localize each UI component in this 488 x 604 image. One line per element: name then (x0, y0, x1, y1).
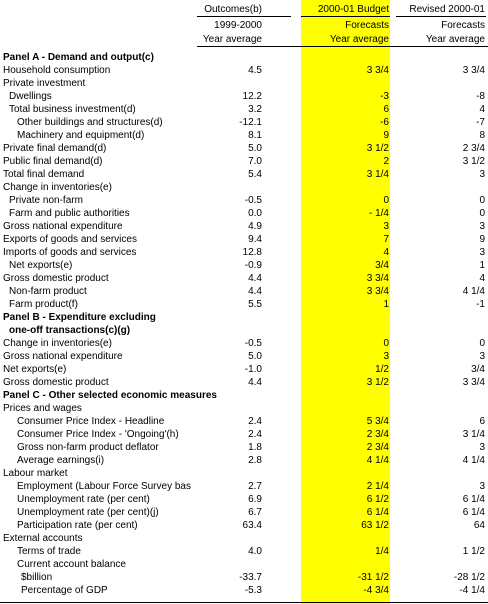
revised-forecast-value: 0 (479, 195, 485, 206)
outcome-value: 3.2 (248, 104, 262, 115)
budget-forecast-value: 3 1/4 (366, 169, 389, 180)
table-row (0, 194, 488, 207)
revised-forecast-value: 0 (479, 338, 485, 349)
table-row (0, 415, 488, 428)
table-row (0, 389, 488, 402)
outcome-value: 2.4 (248, 416, 262, 427)
revised-forecast-value: 3/4 (471, 364, 485, 375)
outcome-value: 4.0 (248, 546, 262, 557)
budget-forecast-value: 2 3/4 (366, 429, 389, 440)
table-row (0, 584, 488, 597)
revised-forecast-value: 2 3/4 (462, 143, 485, 154)
budget-forecast-value: 3 (383, 221, 389, 232)
outcome-value: -0.5 (244, 195, 262, 206)
outcome-value: 6.7 (248, 507, 262, 518)
revised-forecast-value: 6 1/4 (462, 494, 485, 505)
budget-forecast-value: 2 1/4 (366, 481, 389, 492)
row-label: Private investment (3, 78, 86, 89)
row-label: Exports of goods and services (3, 234, 137, 245)
row-label: Labour market (3, 468, 68, 479)
table-row (0, 129, 488, 142)
revised-forecast-value: 1 (479, 260, 485, 271)
table-row (0, 77, 488, 90)
row-label: Net exports(e) (3, 364, 67, 375)
table-row (0, 272, 488, 285)
budget-forecast-value: 3 1/2 (366, 143, 389, 154)
revised-forecast-value: 1 1/2 (462, 546, 485, 557)
row-label: Household consumption (3, 65, 111, 76)
budget-forecast-value: 6 1/2 (366, 494, 389, 505)
header-cell: Year average (202, 34, 262, 45)
table-row (0, 285, 488, 298)
table-row (0, 376, 488, 389)
outcome-value: 0.0 (248, 208, 262, 219)
revised-forecast-value: 6 1/4 (462, 507, 485, 518)
row-label: Non-farm product (9, 286, 87, 297)
outcome-value: 5.0 (248, 351, 262, 362)
row-label: Gross non-farm product deflator (17, 442, 159, 453)
header-rule-bottom (197, 46, 488, 47)
budget-forecast-value: 3 1/2 (366, 377, 389, 388)
outcome-value: 5.4 (248, 169, 262, 180)
header-cell: Outcomes(b) (204, 4, 262, 15)
table-row (0, 337, 488, 350)
outcome-value: 1.8 (248, 442, 262, 453)
table-row (0, 402, 488, 415)
table-row (0, 428, 488, 441)
table-row (0, 363, 488, 376)
revised-forecast-value: -1 (476, 299, 485, 310)
budget-forecast-value: 3 3/4 (366, 65, 389, 76)
outcome-value: -12.1 (239, 117, 262, 128)
outcome-value: -33.7 (239, 572, 262, 583)
row-label: Change in inventories(e) (3, 338, 112, 349)
budget-forecast-value: -3 (380, 91, 389, 102)
table-row (0, 441, 488, 454)
budget-forecast-value: 3 3/4 (366, 286, 389, 297)
table-row (0, 116, 488, 129)
table-row (0, 506, 488, 519)
row-label: Participation rate (per cent) (17, 520, 138, 531)
revised-forecast-value: 4 1/4 (462, 455, 485, 466)
row-label: Farm product(f) (9, 299, 78, 310)
budget-forecast-value: 7 (383, 234, 389, 245)
table-row (0, 493, 488, 506)
table-row (0, 480, 488, 493)
row-label: External accounts (3, 533, 83, 544)
budget-forecast-value: 4 1/4 (366, 455, 389, 466)
header-cell: 1999-2000 (214, 20, 262, 31)
outcome-value: 2.4 (248, 429, 262, 440)
revised-forecast-value: 0 (479, 208, 485, 219)
outcome-value: 63.4 (242, 520, 262, 531)
table-row (0, 467, 488, 480)
revised-forecast-value: 64 (473, 520, 485, 531)
row-label: $billion (21, 572, 53, 583)
outcome-value: 8.1 (248, 130, 262, 141)
row-label: Public final demand(d) (3, 156, 103, 167)
outcome-value: 5.5 (248, 299, 262, 310)
budget-forecast-value: 9 (383, 130, 389, 141)
row-label: Private non-farm (9, 195, 83, 206)
outcome-value: 4.5 (248, 65, 262, 76)
revised-forecast-value: 8 (479, 130, 485, 141)
table-row (0, 545, 488, 558)
table-row (0, 454, 488, 467)
table-row (0, 324, 488, 337)
revised-forecast-value: -7 (476, 117, 485, 128)
budget-forecast-value: 4 (383, 247, 389, 258)
row-label: Gross domestic product (3, 273, 109, 284)
header-rule-outcomes (197, 16, 291, 17)
outcome-value: 12.8 (242, 247, 262, 258)
header-cell: Year average (425, 34, 485, 45)
table-row (0, 311, 488, 324)
row-label: Machinery and equipment(d) (17, 130, 145, 141)
budget-forecast-value: 63 1/2 (361, 520, 389, 531)
row-label: Consumer Price Index - Headline (17, 416, 165, 427)
row-label: Unemployment rate (per cent)(j) (17, 507, 159, 518)
row-label: Private final demand(d) (3, 143, 107, 154)
outcome-value: 12.2 (242, 91, 262, 102)
revised-forecast-value: -8 (476, 91, 485, 102)
row-label: one-off transactions(c)(g) (9, 325, 131, 336)
outcome-value: 5.0 (248, 143, 262, 154)
budget-forecast-value: 2 3/4 (366, 442, 389, 453)
row-label: Imports of goods and services (3, 247, 137, 258)
row-label: Total final demand (3, 169, 85, 180)
header-cell: 2000-01 Budget (317, 4, 389, 15)
table-row (0, 233, 488, 246)
revised-forecast-value: 3 (479, 481, 485, 492)
row-label: Prices and wages (3, 403, 82, 414)
outcome-value: 4.4 (248, 273, 262, 284)
budget-forecast-value: 3 3/4 (366, 273, 389, 284)
budget-forecast-value: 1/2 (375, 364, 389, 375)
table-row (0, 246, 488, 259)
row-label: Employment (Labour Force Survey bas (17, 481, 191, 492)
revised-forecast-value: 4 1/4 (462, 286, 485, 297)
header-rule-revised (396, 16, 486, 17)
row-label: Panel A - Demand and output(c) (3, 52, 154, 63)
table-row (0, 350, 488, 363)
header-row1 (0, 3, 488, 16)
outcome-value: 2.7 (248, 481, 262, 492)
outcome-value: -0.5 (244, 338, 262, 349)
table-row (0, 207, 488, 220)
outcome-value: 2.8 (248, 455, 262, 466)
revised-forecast-value: 3 (479, 247, 485, 258)
budget-forecast-value: 1 (383, 299, 389, 310)
revised-forecast-value: 3 1/4 (462, 429, 485, 440)
table-row (0, 259, 488, 272)
outcome-value: -1.0 (244, 364, 262, 375)
table-bottom-rule (0, 602, 488, 603)
header-cell: Forecasts (441, 20, 485, 31)
budget-forecast-value: 6 1/4 (366, 507, 389, 518)
revised-forecast-value: 4 (479, 104, 485, 115)
budget-forecast-value: -31 1/2 (357, 572, 389, 583)
header-row3 (0, 33, 488, 46)
revised-forecast-value: 4 (479, 273, 485, 284)
header-cell: Revised 2000-01 (409, 4, 485, 15)
table-row (0, 298, 488, 311)
table-row (0, 90, 488, 103)
table-row (0, 168, 488, 181)
table-row (0, 64, 488, 77)
outcome-value: 7.0 (248, 156, 262, 167)
revised-forecast-value: 3 (479, 169, 485, 180)
row-label: Percentage of GDP (21, 585, 108, 596)
outcome-value: 6.9 (248, 494, 262, 505)
table-row (0, 142, 488, 155)
revised-forecast-value: 3 (479, 442, 485, 453)
revised-forecast-value: -28 1/2 (453, 572, 485, 583)
table-row (0, 155, 488, 168)
revised-forecast-value: 6 (479, 416, 485, 427)
outcome-value: -0.9 (244, 260, 262, 271)
header-row2 (0, 19, 488, 32)
table-row (0, 532, 488, 545)
row-label: Other buildings and structures(d) (17, 117, 163, 128)
revised-forecast-value: 3 (479, 221, 485, 232)
row-label: Farm and public authorities (9, 208, 130, 219)
header-cell: Year average (329, 34, 389, 45)
row-label: Terms of trade (17, 546, 81, 557)
revised-forecast-value: 3 (479, 351, 485, 362)
outcome-value: 4.4 (248, 286, 262, 297)
row-label: Gross domestic product (3, 377, 109, 388)
header-rule-budget (301, 16, 390, 17)
row-label: Panel B - Expenditure excluding (3, 312, 156, 323)
budget-forecast-value: -4 3/4 (363, 585, 389, 596)
row-label: Gross national expenditure (3, 351, 123, 362)
outcome-value: 4.9 (248, 221, 262, 232)
table-row (0, 181, 488, 194)
budget-forecast-value: -6 (380, 117, 389, 128)
table-row (0, 571, 488, 584)
row-label: Dwellings (9, 91, 52, 102)
budget-forecast-value: - 1/4 (368, 208, 389, 219)
table-row (0, 103, 488, 116)
row-label: Consumer Price Index - 'Ongoing'(h) (17, 429, 179, 440)
row-label: Unemployment rate (per cent) (17, 494, 150, 505)
table-row (0, 519, 488, 532)
row-label: Net exports(e) (9, 260, 73, 271)
outcome-value: -5.3 (244, 585, 262, 596)
revised-forecast-value: 3 3/4 (462, 377, 485, 388)
table-row (0, 220, 488, 233)
header-cell: Forecasts (345, 20, 389, 31)
budget-forecast-value: 1/4 (375, 546, 389, 557)
revised-forecast-value: 3 1/2 (462, 156, 485, 167)
revised-forecast-value: 3 3/4 (462, 65, 485, 76)
row-label: Change in inventories(e) (3, 182, 112, 193)
budget-forecast-value: 0 (383, 338, 389, 349)
budget-forecast-value: 3 (383, 351, 389, 362)
budget-forecast-value: 5 3/4 (366, 416, 389, 427)
budget-forecast-value: 6 (383, 104, 389, 115)
budget-forecast-value: 3/4 (375, 260, 389, 271)
revised-forecast-value: -4 1/4 (459, 585, 485, 596)
row-label: Panel C - Other selected economic measures (3, 390, 217, 401)
table-row (0, 558, 488, 571)
row-label: Average earnings(i) (17, 455, 105, 466)
row-label: Total business investment(d) (9, 104, 136, 115)
budget-forecast-value: 0 (383, 195, 389, 206)
row-label: Gross national expenditure (3, 221, 123, 232)
row-label: Current account balance (17, 559, 126, 570)
budget-forecast-value: 2 (383, 156, 389, 167)
table-row (0, 51, 488, 64)
outcome-value: 4.4 (248, 377, 262, 388)
outcome-value: 9.4 (248, 234, 262, 245)
revised-forecast-value: 9 (479, 234, 485, 245)
